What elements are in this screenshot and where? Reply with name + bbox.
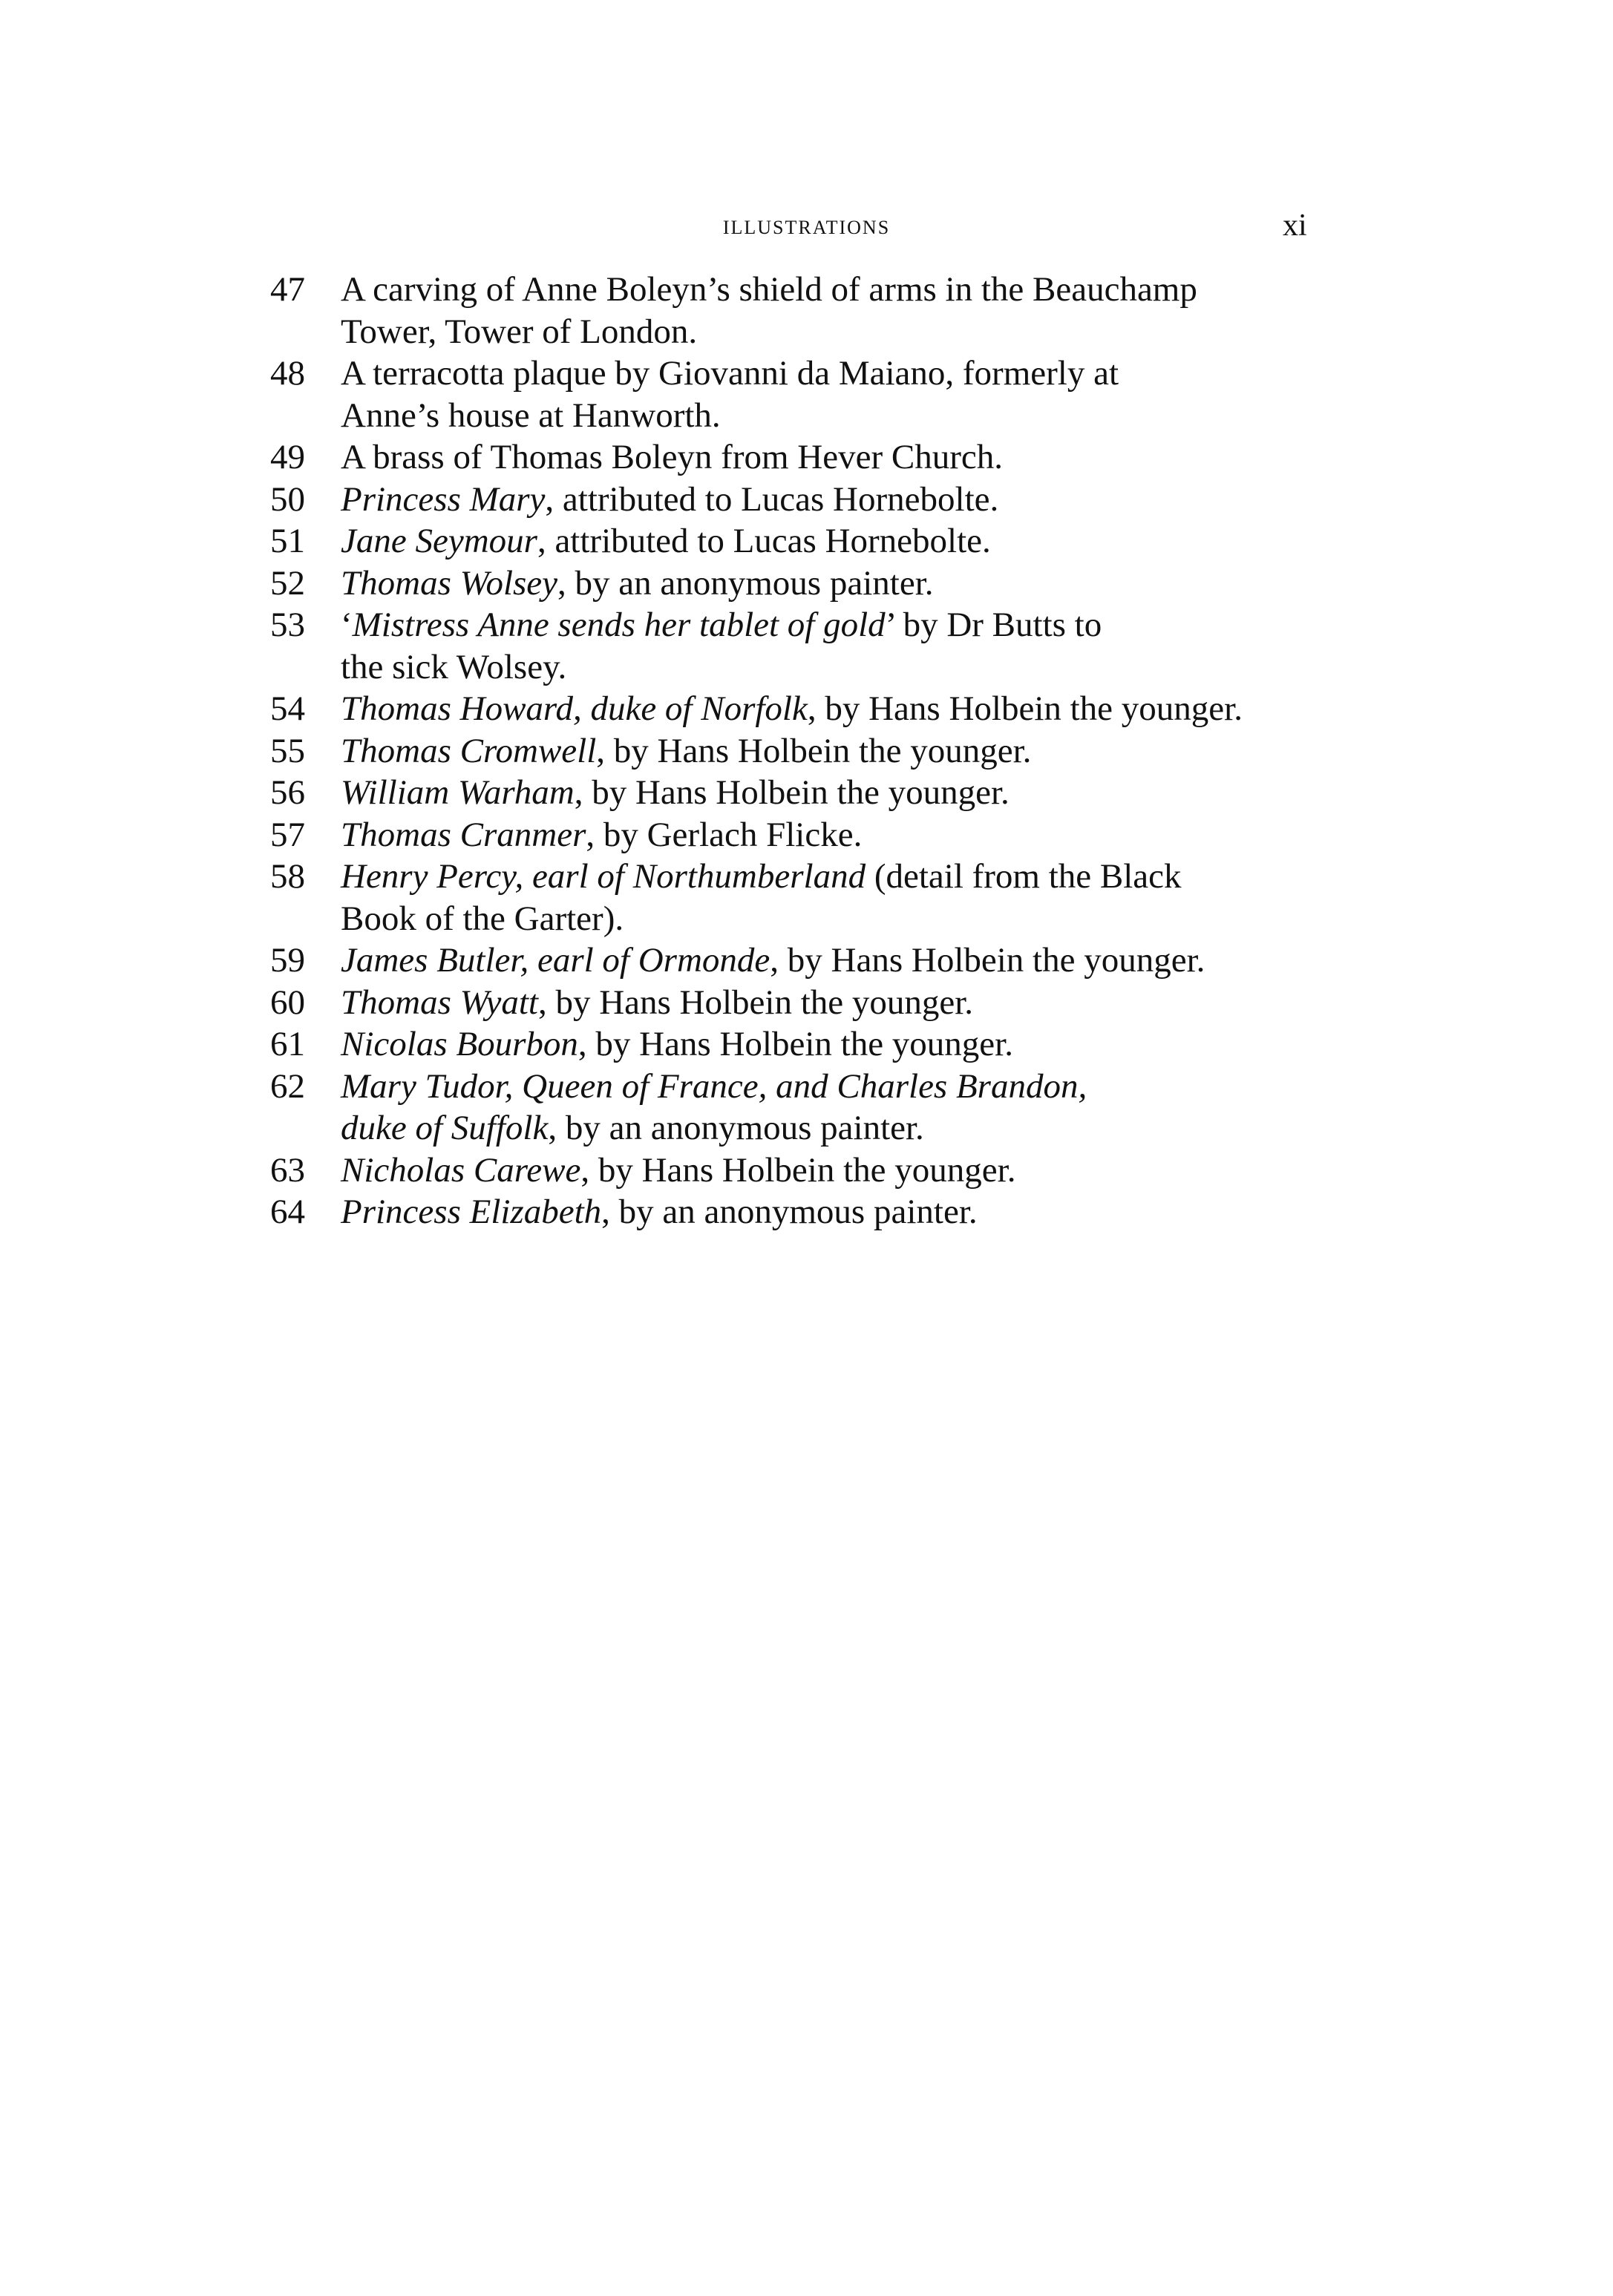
caption-text: (detail from the Black (866, 857, 1182, 896)
illustration-entry (270, 520, 1324, 562)
illustration-entry (270, 562, 1324, 605)
caption-text: , by Hans Holbein the younger. (537, 983, 974, 1022)
caption-text: A terracotta plaque by Giovanni da Maiano, formerly at (341, 354, 1119, 393)
illustration-list (270, 269, 1324, 1233)
caption-line (341, 772, 1324, 814)
entry-caption (341, 436, 1324, 479)
caption-line (341, 1066, 1324, 1108)
entry-number: 48 (270, 354, 305, 393)
caption-line (341, 352, 1324, 395)
caption-text: , by Hans Holbein the younger. (596, 731, 1032, 770)
entry-caption (341, 814, 1324, 856)
caption-line (341, 562, 1324, 605)
caption-text: , by Hans Holbein the younger. (580, 1150, 1016, 1190)
entry-caption (341, 688, 1324, 730)
caption-title: Henry Percy, earl of Northumberland (341, 857, 866, 896)
entry-caption (341, 939, 1324, 982)
entry-number: 47 (270, 270, 305, 309)
caption-line (341, 646, 1324, 689)
entry-caption (341, 1066, 1324, 1149)
caption-line (341, 939, 1324, 982)
illustration-entry (270, 269, 1324, 352)
caption-line (341, 1149, 1324, 1192)
page-number: xi (1283, 209, 1307, 243)
entry-number: 63 (270, 1150, 305, 1190)
caption-line (341, 395, 1324, 437)
caption-title: Princess Elizabeth (341, 1193, 602, 1231)
caption-title: Thomas Wolsey (341, 563, 558, 603)
caption-line (341, 1023, 1324, 1066)
caption-text: ‘ (341, 606, 353, 644)
illustration-entry (270, 604, 1324, 688)
caption-title: Mistress Anne sends her tablet of gold (352, 606, 886, 644)
entry-number: 60 (270, 983, 305, 1022)
entry-caption (341, 1191, 1324, 1233)
entry-number: 62 (270, 1066, 305, 1106)
entry-number: 57 (270, 815, 305, 854)
entry-caption (341, 730, 1324, 773)
illustration-entry (270, 1149, 1324, 1192)
entry-number: 58 (270, 857, 305, 896)
entry-number: 64 (270, 1193, 305, 1231)
caption-title: Nicolas Bourbon (341, 1025, 578, 1063)
caption-text: , by an anonymous painter. (601, 1193, 978, 1231)
entry-caption (341, 772, 1324, 814)
entry-number: 55 (270, 731, 305, 770)
caption-text: Tower, Tower of London. (341, 312, 698, 351)
caption-line (341, 520, 1324, 562)
illustration-entry (270, 730, 1324, 773)
caption-title: Thomas Wyatt (341, 983, 538, 1022)
caption-line (341, 1191, 1324, 1233)
caption-title: Thomas Cromwell (341, 731, 597, 770)
illustration-entry (270, 814, 1324, 856)
illustration-entry (270, 939, 1324, 982)
entry-caption (341, 982, 1324, 1024)
entry-number: 53 (270, 606, 305, 644)
caption-text: , by Hans Holbein the younger. (807, 689, 1243, 728)
caption-text: A carving of Anne Boleyn’s shield of arms in the Beauchamp (341, 270, 1197, 309)
entry-number: 52 (270, 563, 305, 603)
caption-title: William Warham (341, 773, 575, 812)
caption-text: Anne’s house at Hanworth. (341, 396, 721, 435)
entry-caption (341, 352, 1324, 436)
caption-text: the sick Wolsey. (341, 647, 567, 686)
caption-text: , by Hans Holbein the younger. (770, 941, 1205, 980)
caption-line (341, 688, 1324, 730)
caption-text: , by an anonymous painter. (557, 563, 934, 603)
caption-title: Mary Tudor, Queen of France, and Charles Brandon, (341, 1066, 1087, 1106)
entry-number: 51 (270, 522, 305, 560)
caption-title: Thomas Cranmer (341, 815, 586, 854)
caption-text: Book of the Garter). (341, 899, 624, 938)
caption-title: Princess Mary (341, 479, 546, 519)
caption-line (341, 1107, 1324, 1149)
illustration-entry (270, 1191, 1324, 1233)
entry-number: 56 (270, 773, 305, 812)
caption-text: A brass of Thomas Boleyn from Hever Church. (341, 438, 1003, 476)
caption-text: , attributed to Lucas Hornebolte. (545, 479, 999, 519)
caption-line (341, 604, 1324, 646)
illustration-entry (270, 352, 1324, 436)
caption-line (341, 479, 1324, 521)
entry-caption (341, 520, 1324, 562)
entry-caption (341, 562, 1324, 605)
caption-text: , attributed to Lucas Hornebolte. (537, 522, 991, 560)
caption-title: Thomas Howard, duke of Norfolk (341, 689, 808, 728)
entry-caption (341, 269, 1324, 352)
caption-text: ’ by Dr Butts to (885, 606, 1102, 644)
caption-text: , by Hans Holbein the younger. (578, 1025, 1013, 1063)
caption-title: duke of Suffolk (341, 1109, 549, 1147)
entry-number: 54 (270, 689, 305, 728)
caption-line (341, 311, 1324, 353)
caption-line (341, 269, 1324, 311)
illustration-entry (270, 1023, 1324, 1066)
entry-number: 50 (270, 479, 305, 519)
caption-text: , by Hans Holbein the younger. (574, 773, 1010, 812)
illustration-entry (270, 856, 1324, 939)
illustration-entry (270, 1066, 1324, 1149)
entry-caption (341, 604, 1324, 688)
caption-title: Nicholas Carewe (341, 1150, 581, 1190)
caption-text: , by Gerlach Flicke. (586, 815, 863, 854)
caption-text: , by an anonymous painter. (548, 1109, 924, 1147)
illustration-entry (270, 436, 1324, 479)
caption-title: Jane Seymour (341, 522, 537, 560)
caption-line (341, 982, 1324, 1024)
caption-line (341, 730, 1324, 773)
caption-line (341, 814, 1324, 856)
entry-number: 59 (270, 941, 305, 980)
illustration-entry (270, 772, 1324, 814)
entry-caption (341, 856, 1324, 939)
caption-line (341, 856, 1324, 898)
running-head: ILLUSTRATIONS (722, 217, 891, 238)
entry-number: 61 (270, 1025, 305, 1063)
caption-line (341, 898, 1324, 940)
illustration-entry (270, 688, 1324, 730)
entry-caption (341, 479, 1324, 521)
entry-caption (341, 1023, 1324, 1066)
caption-line (341, 436, 1324, 479)
illustration-entry (270, 982, 1324, 1024)
caption-title: James Butler, earl of Ormonde (341, 941, 770, 980)
illustration-entry (270, 479, 1324, 521)
entry-caption (341, 1149, 1324, 1192)
entry-number: 49 (270, 438, 305, 476)
